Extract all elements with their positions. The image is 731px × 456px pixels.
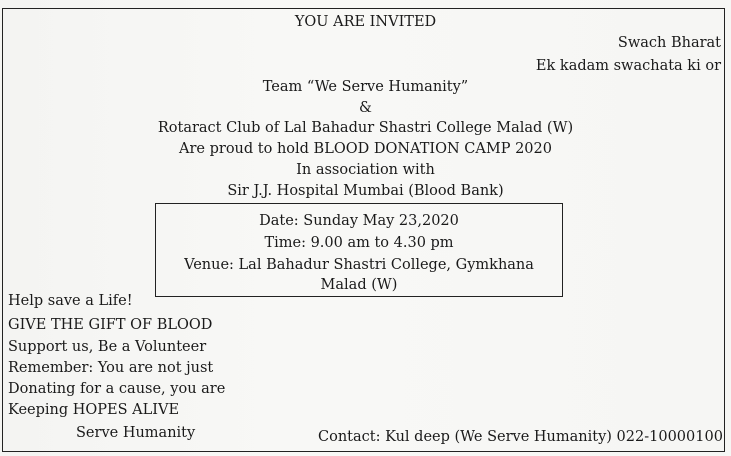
- event-time: Time: 9.00 am to 4.30 pm: [264, 235, 454, 251]
- invited-heading: YOU ARE INVITED: [294, 14, 437, 30]
- slogan-line-2: Ek kadam swachata ki or: [535, 58, 721, 74]
- event-date: Date: Sunday May 23,2020: [259, 213, 459, 229]
- appeal-line: GIVE THE GIFT OF BLOOD: [8, 317, 213, 333]
- event-details-box: [155, 203, 563, 297]
- hospital-name: Sir J.J. Hospital Mumbai (Blood Bank): [227, 183, 504, 199]
- slogan-line-1: Swach Bharat: [617, 35, 721, 51]
- appeal-line: Donating for a cause, you are: [8, 381, 226, 397]
- association-label: In association with: [296, 162, 435, 178]
- club-name: Rotaract Club of Lal Bahadur Shastri College Malad (W): [157, 120, 574, 136]
- event-announcement: Are proud to hold BLOOD DONATION CAMP 2020: [179, 141, 552, 157]
- contact-info: Contact: Kul deep (We Serve Humanity) 022-10000100: [318, 429, 723, 445]
- serve-humanity-tagline: Serve Humanity: [76, 425, 196, 441]
- ampersand: &: [359, 100, 372, 116]
- appeal-line: Support us, Be a Volunteer: [8, 339, 207, 355]
- appeal-line: Help save a Life!: [8, 293, 133, 309]
- appeal-line: Keeping HOPES ALIVE: [8, 402, 180, 418]
- appeal-line: Remember: You are not just: [8, 360, 214, 376]
- event-venue-locality: Malad (W): [320, 277, 398, 293]
- team-name: Team “We Serve Humanity”: [262, 79, 469, 95]
- event-venue: Venue: Lal Bahadur Shastri College, Gymkhana: [184, 257, 534, 273]
